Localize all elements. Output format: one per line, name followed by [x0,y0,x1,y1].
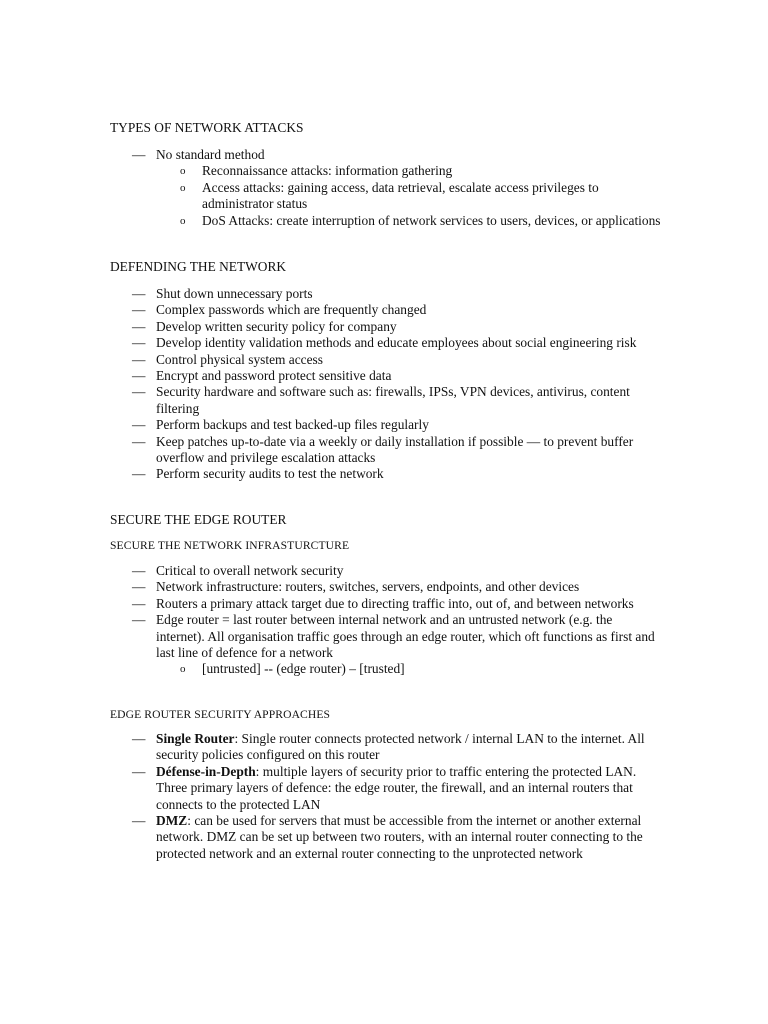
dash-bullet: — [132,813,146,829]
list-item [132,596,662,612]
heading-defending-the-network: DEFENDING THE NETWORK [110,259,287,274]
dash-bullet: — [132,318,146,334]
dash-bullet: — [132,579,146,595]
subheading-secure-network-infrastructure: SECURE THE NETWORK INFRASTURCTURE [110,539,350,552]
dash-bullet: — [132,147,146,162]
item-text: Perform backups and test backed-up files regularly [156,417,429,433]
list-item [132,417,662,433]
item-text: Develop written security policy for company [156,318,397,334]
item-text: Develop identity validation methods and educate employees about social engineering risk [156,335,637,351]
list-item [132,286,662,302]
dash-bullet: — [132,731,146,746]
dash-bullet: — [132,351,146,367]
sub-list-item [132,213,662,229]
item-text: Network infrastructure: routers, switches, servers, endpoints, and other devices [156,579,580,595]
dash-bullet: — [132,335,146,351]
sub-list-item [132,163,662,179]
sub-list-item [132,661,662,677]
item-text: : can be used for servers that must be accessible from the internet or another external network. DMZ can be set up between two routers, with an internal router connecting to the protected network and an external router connecting to the unprotected network [156,813,643,861]
item-text: : multiple layers of security prior to traffic entering the protected LAN. Three primary layers of defence: the edge router, the firewall, and an internal routers that connects to the protected LAN [156,763,637,812]
dash-bullet: — [132,384,146,400]
item-text: Shut down unnecessary ports [156,286,313,301]
sub-list-item [132,180,662,213]
dash-bullet: — [132,466,146,482]
item-text: Routers a primary attack target due to directing traffic into, out of, and between networks [156,595,634,611]
subheading-edge-router-security-approaches: EDGE ROUTER SECURITY APPROACHES [110,708,331,721]
sub-item-text: [untrusted] -- (edge router) – [trusted] [202,661,405,677]
list-item [132,352,662,368]
list-item [132,368,662,384]
dash-bullet: — [132,433,146,449]
edge-list [132,563,662,678]
list-item [132,612,662,661]
defending-list [132,286,662,483]
item-text: Control physical system access [156,351,323,367]
list-item [132,319,662,335]
circle-bullet: o [180,214,186,227]
dash-bullet: — [132,595,146,611]
approaches-list [132,731,662,862]
list-item [132,731,662,764]
heading-secure-the-edge-router: SECURE THE EDGE ROUTER [110,512,287,527]
item-text: : Single router connects protected network / internal LAN to the internet. All security policies configured on this router [156,731,645,763]
dash-bullet: — [132,286,146,301]
item-text: Encrypt and password protect sensitive data [156,368,392,384]
heading-types-of-network-attacks: TYPES OF NETWORK ATTACKS [110,120,304,135]
circle-bullet: o [180,165,186,178]
dash-bullet: — [132,612,146,628]
list-item [132,563,662,579]
item-text: Critical to overall network security [156,563,344,578]
circle-bullet: o [180,181,186,194]
dash-bullet: — [132,302,146,318]
sub-item-text: Reconnaissance attacks: information gathering [202,163,453,179]
item-text: Edge router = last router between internal network and an untrusted network (e.g. the internet). All organisation traffic goes through an edge router, which oft functions as first and last line of defence for a network [156,612,655,661]
list-item [132,147,662,163]
sub-item-text: DoS Attacks: create interruption of network services to users, devices, or applications [202,212,661,228]
dash-bullet: — [132,563,146,578]
list-item [132,384,662,417]
item-text: Complex passwords which are frequently changed [156,302,427,318]
types-list [132,147,662,229]
dash-bullet: — [132,417,146,433]
list-item [132,335,662,351]
sub-item-text: Access attacks: gaining access, data retrieval, escalate access privileges to administrator status [202,179,599,212]
item-text: Security hardware and software such as: firewalls, IPSs, VPN devices, antivirus, content filtering [156,384,630,416]
item-text: No standard method [156,147,265,162]
item-text: Keep patches up-to-date via a weekly or daily installation if possible — to prevent buffer overflow and privilege escalation attacks [156,433,634,466]
list-item [132,764,662,813]
item-text: Perform security audits to test the network [156,466,384,482]
list-item [132,434,662,467]
list-item [132,466,662,482]
dash-bullet: — [132,368,146,384]
term-dmz: DMZ [156,813,188,829]
term-single-router: Single Router [156,731,235,746]
list-item [132,302,662,318]
dash-bullet: — [132,763,146,779]
list-item [132,813,662,862]
circle-bullet: o [180,663,186,676]
term-defense-in-depth: Défense-in-Depth [156,763,256,779]
list-item [132,579,662,595]
